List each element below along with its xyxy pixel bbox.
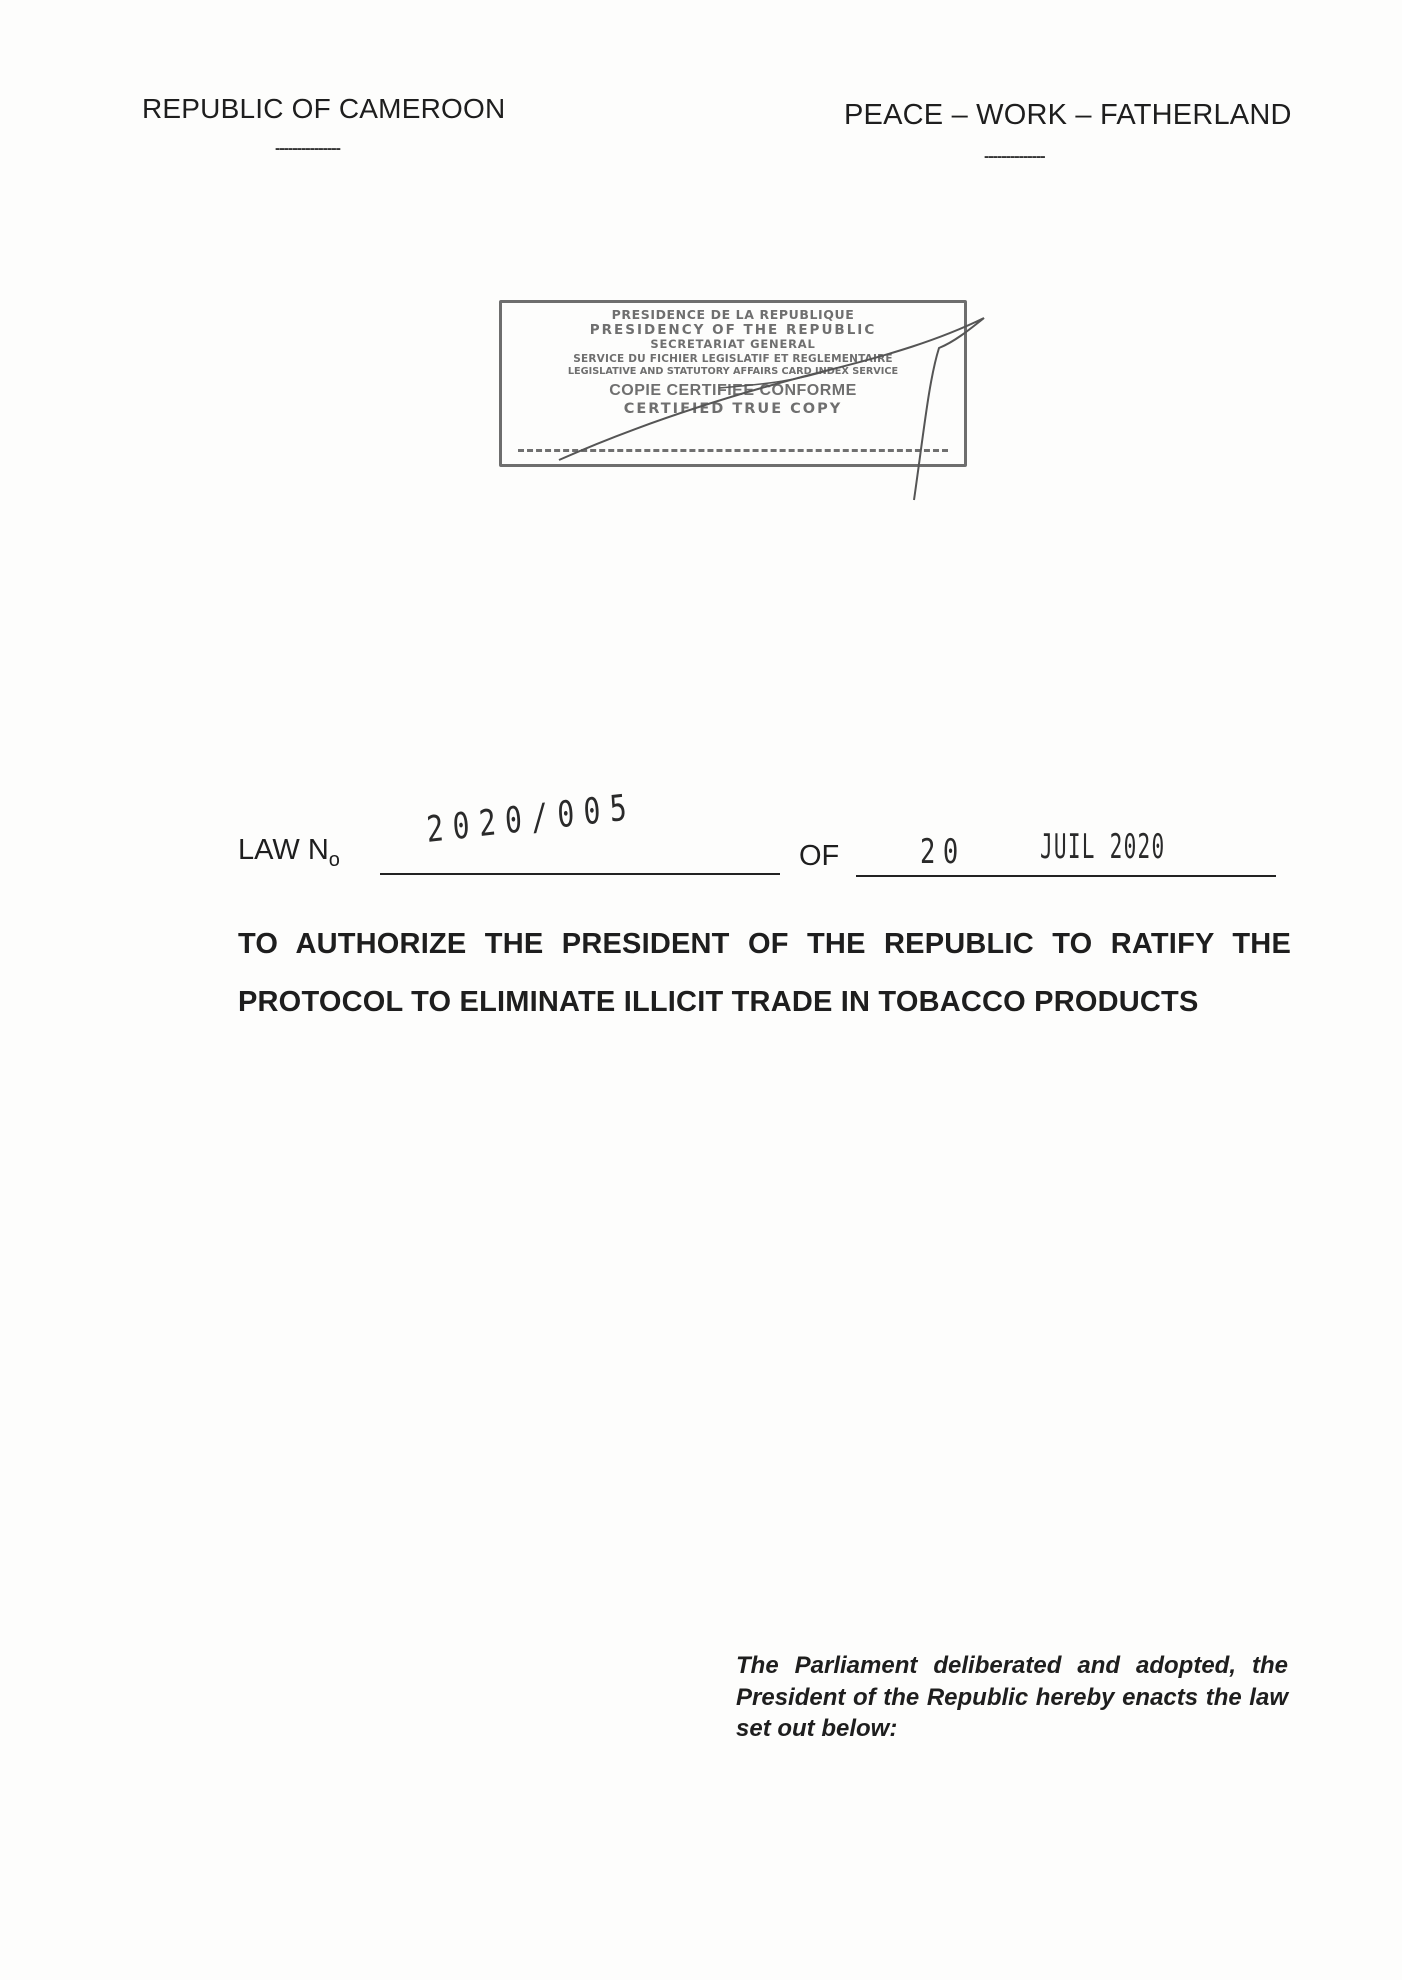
header-motto: PEACE – WORK – FATHERLAND [844, 99, 1292, 131]
stamp-line-copie: COPIE CERTIFIEE CONFORME [609, 381, 857, 399]
stamp-line-service-en: LEGISLATIVE AND STATUTORY AFFAIRS CARD INDEX SERVICE [567, 366, 899, 377]
stamp-line-secretariat: SECRETARIAT GENERAL [650, 337, 816, 351]
header-right-divider: -------------- [984, 148, 1045, 165]
header-republic: REPUBLIC OF CAMEROON [142, 93, 506, 124]
enactment-formula: The Parliament deliberated and adopted, the President of the Republic hereby enacts the law set out below: [736, 1652, 1288, 1742]
law-date-line [856, 875, 1276, 877]
stamp-line-certified: CERTIFIED TRUE COPY [623, 400, 843, 417]
stamp-line-service-fr: SERVICE DU FICHIER LEGISLATIF ET REGLEMENTAIRE [573, 352, 893, 365]
law-date-day: 20 [920, 832, 966, 872]
header-left-divider: --------------- [275, 140, 340, 157]
law-date-of-label: OF [799, 840, 840, 872]
law-number-line [380, 873, 780, 875]
law-number-handwritten: 2020/005 [425, 786, 638, 851]
law-title: TO AUTHORIZE THE PRESIDENT OF THE REPUBLIC TO RATIFY THE PROTOCOL TO ELIMINATE ILLICIT TRADE IN TOBACCO PRODUCTS [238, 928, 1291, 1018]
stamp-signature-scribble [499, 300, 999, 520]
stamp-line-presidence: PRESIDENCE DE LA REPUBLIQUE [611, 307, 855, 322]
law-number-label: LAW $N_o$ [238, 834, 340, 871]
stamp-line-presidency: PRESIDENCY OF THE REPUBLIC [589, 321, 877, 338]
law-date-month-year: JUIL 2020 [1040, 827, 1166, 867]
